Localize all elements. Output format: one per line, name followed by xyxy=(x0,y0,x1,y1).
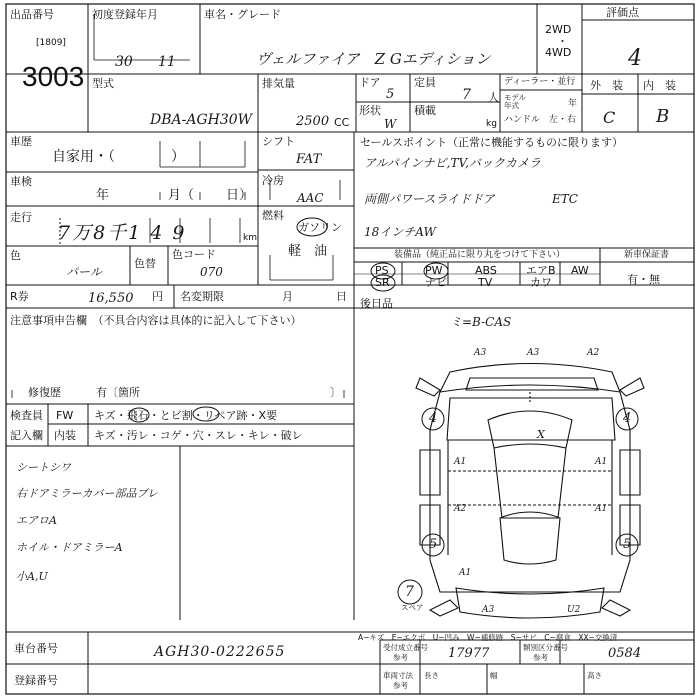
drive-dot: ・ xyxy=(557,35,568,48)
equip-sr: SR xyxy=(375,276,390,289)
selling-point-1: アルパインナビ,TV,バックカメラ xyxy=(364,156,541,170)
class-sub: 参考 xyxy=(533,653,548,662)
int-label: 内装 xyxy=(54,429,76,442)
color-code-value: 070 xyxy=(200,265,223,279)
door-value: 5 xyxy=(386,87,395,102)
fw-label: FW xyxy=(56,409,74,422)
selling-points-title: セールスポイント（正常に機能するものに限ります） xyxy=(360,136,624,149)
repair-label: 修復歴 xyxy=(28,386,61,399)
name-change-month: 月 xyxy=(282,290,293,303)
fw-items: キズ・飛石・とビ割・リペア跡・X要 xyxy=(94,409,278,422)
notes-title: 注意事項申告欄 （不具合内容は具体的に記入して下さい） xyxy=(10,314,302,327)
name-change-day: 日 xyxy=(336,290,347,303)
damage-mark: A3 xyxy=(474,348,487,358)
registration-label: 登録番号 xyxy=(14,674,58,687)
equip-aw: AW xyxy=(571,264,589,277)
selling-point-2: 両側パワースライドドア xyxy=(364,192,495,206)
damage-mark: A3 xyxy=(527,348,540,358)
inspection-month: 月（ xyxy=(168,188,195,203)
shift-value: FAT xyxy=(296,152,322,167)
selling-point-3: ETC xyxy=(552,192,578,206)
auction-code: [1809] xyxy=(36,38,66,48)
lot-label: 出品番号 xyxy=(10,8,54,21)
interior-value: B xyxy=(656,106,670,127)
height-label: 高さ xyxy=(587,671,602,680)
color-change-label: 色替 xyxy=(134,257,156,270)
drive-4wd: 4WD xyxy=(545,46,572,59)
receipt-sub: 参考 xyxy=(393,653,408,662)
recycle-unit: 円 xyxy=(152,290,163,303)
color-code-label: 色コード xyxy=(172,248,216,261)
receipt-value: 17977 xyxy=(448,646,490,661)
model-year-label: モデル年式 xyxy=(504,93,527,110)
displacement-label: 排気量 xyxy=(262,77,295,90)
inspector-label-1: 検査員 xyxy=(10,409,43,422)
shape-value: W xyxy=(384,117,397,131)
fuel-diesel: 軽 油 xyxy=(288,244,328,259)
damage-mark-circled: 5 xyxy=(429,537,438,552)
damage-mark: X xyxy=(537,428,545,441)
first-reg-label: 初度登録年月 xyxy=(92,8,158,21)
damage-mark-circled: 4 xyxy=(429,411,438,426)
aftermarket-label: 後日品 xyxy=(360,297,393,310)
chassis-label: 車台番号 xyxy=(14,642,58,655)
year-unit: 年 xyxy=(568,99,578,109)
door-label: ドア xyxy=(359,76,381,89)
damage-mark-circled: 5 xyxy=(623,537,632,552)
handwritten-note-4: ホイル・ドアミラーA xyxy=(16,541,123,554)
capacity-unit: 人 xyxy=(488,91,499,104)
equip-ps: PS xyxy=(375,264,389,277)
class-label: 類別区分番号 xyxy=(523,643,568,652)
dims-label: 車両寸法 xyxy=(383,671,413,680)
exterior-value: C xyxy=(603,108,616,127)
dims-sub: 参考 xyxy=(393,681,408,690)
history-label: 車歴 xyxy=(10,135,32,148)
equip-abs: ABS xyxy=(475,264,497,277)
car-name-label: 車名・グレード xyxy=(204,8,281,21)
int-items: キズ・汚レ・コゲ・穴・スレ・キレ・破レ xyxy=(94,429,303,442)
exterior-label: 外 装 xyxy=(590,79,623,92)
fuel-label: 燃料 xyxy=(262,209,284,222)
inspection-year: 年 xyxy=(96,188,110,203)
length-label: 長さ xyxy=(424,671,439,680)
mileage-label: 走行 xyxy=(10,211,32,224)
aftermarket-value: ミ=B-CAS xyxy=(450,315,512,329)
warranty-value: 有・無 xyxy=(627,273,660,286)
handwritten-note-3: エアロA xyxy=(16,514,57,527)
equip-pw: PW xyxy=(425,264,443,277)
grade-label: 評価点 xyxy=(606,6,639,19)
recycle-value: 16,550 xyxy=(88,291,134,306)
mileage-value: 7万8千1 4 9 xyxy=(58,222,187,244)
equip-leather: カワ xyxy=(530,276,552,289)
class-value: 0584 xyxy=(608,646,642,661)
receipt-label: 受付成立番号 xyxy=(383,643,428,652)
history-value: 自家用・（ ） xyxy=(52,149,185,165)
equip-navi: ナビ xyxy=(425,276,447,289)
name-change-label: 名変期限 xyxy=(180,290,224,303)
handwritten-note-1: シートシワ xyxy=(16,461,71,474)
drive-2wd: 2WD xyxy=(545,23,572,36)
interior-label: 内 装 xyxy=(643,79,676,92)
car-name: ヴェルファイア Z Gエディション xyxy=(256,50,491,68)
spare-label: スペア xyxy=(401,603,424,612)
handwritten-note-2: 右ドアミラーカバー部品ブレ xyxy=(16,487,159,500)
inspection-day: 日） xyxy=(226,188,253,203)
capacity-value: 7 xyxy=(462,87,471,103)
handle-label: ハンドル 左・右 xyxy=(504,115,577,125)
cooler-label: 冷房 xyxy=(262,174,284,187)
shift-label: シフト xyxy=(262,135,295,148)
load-unit: kg xyxy=(486,119,497,129)
cooler-value: AAC xyxy=(297,191,324,205)
repair-value: 有〔箇所 xyxy=(96,386,140,399)
shape-label: 形状 xyxy=(359,104,381,117)
inspector-label-2: 記入欄 xyxy=(10,429,43,442)
recycle-label: R券 xyxy=(10,290,29,303)
chassis-value: AGH30-0222655 xyxy=(154,644,286,660)
damage-mark: A1 xyxy=(595,504,608,514)
lot-number: 3003 xyxy=(22,61,85,92)
model-value: DBA-AGH30W xyxy=(150,112,253,128)
displacement-unit: CC xyxy=(334,116,350,129)
damage-mark-circled: 7 xyxy=(405,584,414,600)
mileage-unit: km xyxy=(243,233,257,243)
equipment-title: 装備品（純正品に限り丸をつけて下さい） xyxy=(394,250,566,260)
damage-mark: A1 xyxy=(595,457,608,467)
first-reg-month: 11 xyxy=(158,54,176,70)
damage-mark: U2 xyxy=(567,605,581,615)
damage-mark: A3 xyxy=(482,605,495,615)
damage-mark-circled: 4 xyxy=(623,411,632,426)
fuel-gasoline: ガソリン xyxy=(298,221,342,234)
repair-close: 〕 xyxy=(330,386,341,399)
load-label: 積載 xyxy=(414,104,436,117)
car-diagram xyxy=(416,364,644,619)
color-value: パール xyxy=(66,265,102,279)
selling-point-4: 18インチAW xyxy=(364,225,436,239)
grade-value: 4 xyxy=(628,46,642,71)
equip-tv: TV xyxy=(478,276,493,289)
warranty-label: 新車保証書 xyxy=(624,250,670,260)
equip-airbag: エアB xyxy=(526,264,556,277)
damage-legend: A−キズ E−エクボ U−凹み W−補修跡 S−サビ C−腐食 XX−交換済 xyxy=(358,633,618,642)
displacement-value: 2500 xyxy=(296,114,330,129)
color-label: 色 xyxy=(10,249,21,262)
width-label: 幅 xyxy=(490,671,498,680)
capacity-label: 定員 xyxy=(414,76,436,89)
damage-mark: A2 xyxy=(587,348,600,358)
damage-mark: A1 xyxy=(454,457,467,467)
inspection-label: 車検 xyxy=(10,175,32,188)
first-reg-year: 30 xyxy=(115,54,133,70)
handwritten-note-5: 小A,U xyxy=(16,570,48,583)
damage-mark: A1 xyxy=(459,568,472,578)
damage-mark: A2 xyxy=(454,504,467,514)
dealer-label: ディーラー・並行 xyxy=(504,77,576,87)
model-label: 型式 xyxy=(92,77,114,90)
